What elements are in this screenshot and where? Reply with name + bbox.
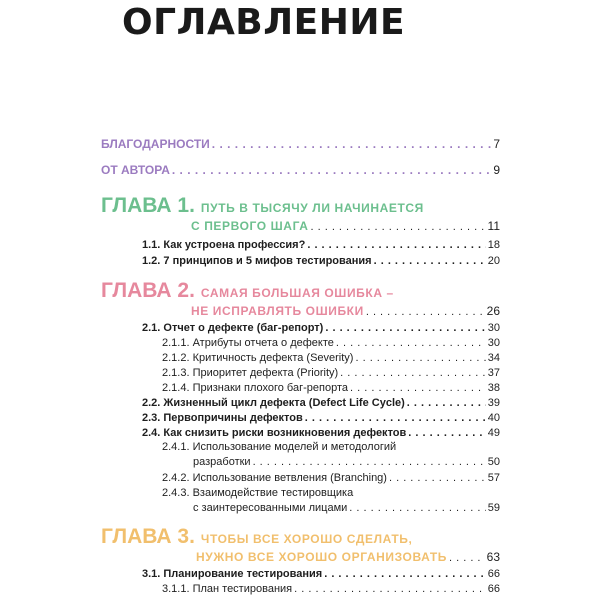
toc-entry-label: с заинтересованными лицами: [193, 502, 348, 514]
chapter-3-heading[interactable]: [101, 525, 500, 564]
page-title: ОГЛАВЛЕНИЕ: [122, 2, 406, 43]
toc-entry-label: 3.1.1. План тестирования: [162, 583, 293, 595]
toc-page-number: 26: [486, 304, 500, 318]
toc-page-number: 66: [487, 568, 500, 580]
leader-dots: [366, 306, 485, 318]
toc-entry-label: ОТ АВТОРА: [101, 163, 170, 177]
leader-dots: [336, 337, 486, 349]
toc-page-number: 39: [487, 397, 500, 409]
toc-entry-acknowledgements[interactable]: [101, 137, 500, 151]
chapter-title-line1: ЧТОБЫ ВСЕ ХОРОШО СДЕЛАТЬ,: [200, 532, 413, 546]
chapter-number: ГЛАВА 2.: [101, 279, 195, 302]
toc-page-number: 38: [487, 382, 500, 394]
toc-entry-label: разработки: [193, 456, 251, 468]
leader-dots: [408, 427, 485, 439]
chapter-title-line2: С ПЕРВОГО ШАГА: [191, 219, 309, 233]
toc-entry-3-1[interactable]: [142, 568, 500, 580]
toc-page-number: 40: [487, 412, 500, 424]
toc-entry-label: 2.1.3. Приоритет дефекта (Priority): [162, 367, 339, 379]
toc-entry-label: 2.3. Первопричины дефектов: [142, 412, 303, 424]
leader-dots: [310, 221, 485, 233]
toc-entry-label: 1.2. 7 принципов и 5 мифов тестирования: [142, 255, 372, 267]
toc-entry-2-1-1[interactable]: [162, 337, 500, 349]
toc-entry-label: 1.1. Как устроена профессия?: [142, 239, 306, 251]
toc-entry-1-2[interactable]: [142, 255, 500, 267]
toc-page-number: 20: [487, 255, 500, 267]
toc-entry-label: 2.2. Жизненный цикл дефекта (Defect Life Cycle): [142, 397, 405, 409]
toc-entry-2-4-2[interactable]: [162, 472, 500, 484]
toc-entry-2-1-2[interactable]: [162, 352, 500, 364]
chapter-number: ГЛАВА 1.: [101, 194, 195, 217]
toc-entry-2-4[interactable]: [142, 427, 500, 439]
toc-page-number: 59: [487, 502, 500, 514]
leader-dots: [355, 352, 485, 364]
toc-entry-2-1-4[interactable]: [162, 382, 500, 394]
leader-dots: [253, 456, 486, 468]
leader-dots: [374, 255, 486, 267]
toc-page-number: 66: [487, 583, 500, 595]
leader-dots: [350, 382, 486, 394]
toc-entry-2-4-1-line1[interactable]: 2.4.1. Использование моделей и методологий: [162, 441, 397, 453]
toc-entry-label: 2.4.2. Использование ветвления (Branching): [162, 472, 387, 484]
leader-dots: [324, 568, 486, 580]
leader-dots: [325, 322, 485, 334]
toc-entry-2-4-3[interactable]: [193, 502, 500, 514]
leader-dots: [340, 367, 486, 379]
toc-page-number: 30: [487, 337, 500, 349]
chapter-2-heading[interactable]: [101, 279, 500, 318]
toc-page-number: 37: [487, 367, 500, 379]
leader-dots: [449, 552, 485, 564]
chapter-1-heading[interactable]: [101, 194, 500, 233]
toc-entry-label: 3.1. Планирование тестирования: [142, 568, 323, 580]
toc-entry-1-1[interactable]: [142, 239, 500, 251]
toc-entry-2-2[interactable]: [142, 397, 500, 409]
toc-page-number: 11: [487, 219, 500, 233]
leader-dots: [212, 137, 492, 151]
toc-entry-from-author[interactable]: [101, 163, 500, 177]
leader-dots: [389, 472, 486, 484]
toc-page-number: 63: [486, 550, 500, 564]
toc-entry-2-3[interactable]: [142, 412, 500, 424]
chapter-title-line1: ПУТЬ В ТЫСЯЧУ ЛИ НАЧИНАЕТСЯ: [200, 201, 424, 215]
toc-page-number: 34: [487, 352, 500, 364]
toc-entry-label: 2.1. Отчет о дефекте (баг-репорт): [142, 322, 324, 334]
toc-entry-label: БЛАГОДАРНОСТИ: [101, 137, 210, 151]
leader-dots: [294, 583, 486, 595]
chapter-title-line1: САМАЯ БОЛЬШАЯ ОШИБКА –: [200, 286, 394, 300]
chapter-title-line2: НУЖНО ВСЕ ХОРОШО ОРГАНИЗОВАТЬ: [196, 550, 447, 564]
leader-dots: [307, 239, 485, 251]
toc-page-number: 9: [493, 163, 500, 177]
toc-page-number: 7: [493, 137, 500, 151]
toc-entry-3-1-1[interactable]: [162, 583, 500, 595]
chapter-title-line2: НЕ ИСПРАВЛЯТЬ ОШИБКИ: [191, 304, 364, 318]
chapter-number: ГЛАВА 3.: [101, 525, 195, 548]
toc-entry-2-1[interactable]: [142, 322, 500, 334]
toc-page-number: 49: [487, 427, 500, 439]
toc-page-number: 30: [487, 322, 500, 334]
toc-entry-label: 2.1.4. Признаки плохого баг-репорта: [162, 382, 348, 394]
toc-entry-2-4-1[interactable]: [193, 456, 500, 468]
toc-entry-label: 2.4. Как снизить риски возникновения дефектов: [142, 427, 407, 439]
leader-dots: [407, 397, 486, 409]
leader-dots: [349, 502, 485, 514]
leader-dots: [305, 412, 486, 424]
toc-entry-label: 2.1.1. Атрибуты отчета о дефекте: [162, 337, 334, 349]
toc-page-number: 57: [487, 472, 500, 484]
leader-dots: [172, 163, 491, 177]
toc-entry-2-4-3-line1[interactable]: 2.4.3. Взаимодействие тестировщика: [162, 487, 354, 499]
toc-entry-label: 2.1.2. Критичность дефекта (Severity): [162, 352, 354, 364]
toc-entry-2-1-3[interactable]: [162, 367, 500, 379]
toc-page-number: 18: [487, 239, 500, 251]
toc-page-number: 50: [487, 456, 500, 468]
